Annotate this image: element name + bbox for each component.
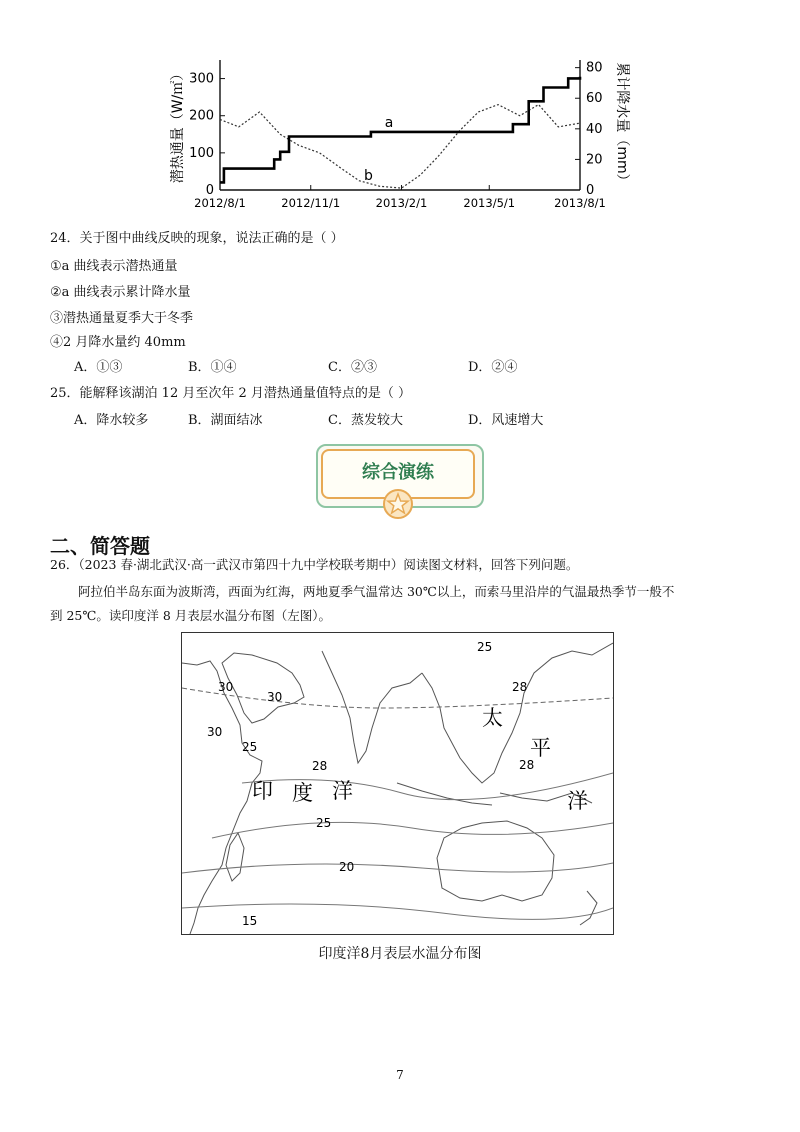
left-tick-label: 300 — [189, 71, 214, 87]
isotherm-30-line — [182, 688, 613, 708]
question-24-option-a: A．①③ — [74, 360, 123, 375]
ocean-label-ping: 平 — [530, 736, 551, 760]
right-tick-label: 80 — [586, 60, 603, 76]
question-25-option-d: D．风速增大 — [468, 413, 544, 428]
right-tick-label: 0 — [586, 183, 595, 198]
question-25-option-b: B．湖面结冰 — [188, 413, 263, 428]
x-tick-label: 2013/5/1 — [463, 196, 516, 210]
question-25-option-a: A．降水较多 — [74, 413, 149, 428]
question-26-material-line2: 到 25℃。读印度洋 8 月表层水温分布图（左图）。 — [50, 608, 332, 623]
right-tick-label: 20 — [586, 152, 603, 168]
isotherm-label: 25 — [477, 640, 493, 654]
ocean-label-yang-pacific: 洋 — [567, 789, 588, 813]
isotherm-25-line — [212, 822, 613, 838]
isotherm-label: 30 — [218, 680, 234, 694]
right-axis-label: 累计降水量（mm） — [614, 62, 630, 188]
question-25-option-c: C．蒸发较大 — [328, 413, 403, 428]
isotherm-label: 30 — [267, 690, 283, 704]
section-title: 二、简答题 — [50, 534, 150, 558]
left-axis-label: 潜热通量（W/㎡） — [170, 66, 186, 184]
ocean-label-tai: 太 — [482, 706, 503, 730]
indian-ocean-sst-map — [181, 632, 614, 935]
practice-banner — [316, 444, 484, 520]
x-tick-label: 2012/11/1 — [281, 196, 341, 210]
question-24-item-3: ③潜热通量夏季大于冬季 — [50, 311, 194, 326]
africa-coast — [182, 661, 262, 934]
question-26-stem: 26．（2023 春·湖北武汉·高一武汉市第四十九中学校联考期中）阅读图文材料，回答下列问题。 — [50, 557, 579, 572]
page-number: 7 — [396, 1068, 404, 1082]
question-24-stem: 24．关于图中曲线反映的现象，说法正确的是（ ） — [50, 231, 344, 246]
isotherm-label: 25 — [242, 740, 258, 754]
isotherm-label: 30 — [207, 725, 223, 739]
series-b-label: b — [364, 168, 373, 185]
ocean-label-yin: 印 — [252, 779, 273, 803]
se-asia-coast — [422, 643, 613, 783]
isotherm-label: 28 — [512, 680, 528, 694]
question-25-stem: 25．能解释该湖泊 12 月至次年 2 月潜热通量值特点的是（ ） — [50, 386, 412, 401]
isotherm-20-line — [182, 863, 613, 873]
question-24-option-c: C．②③ — [328, 360, 377, 375]
map-caption: 印度洋8月表层水温分布图 — [318, 946, 482, 962]
left-tick-label: 200 — [189, 108, 214, 124]
question-24-item-1: ①a 曲线表示潜热通量 — [50, 259, 178, 274]
isotherm-label: 25 — [316, 816, 332, 830]
ocean-label-yang: 洋 — [332, 779, 353, 803]
left-tick-label: 100 — [189, 145, 214, 161]
question-24-item-4: ④2 月降水量约 40mm — [50, 335, 186, 350]
left-tick-label: 0 — [205, 183, 214, 198]
question-26-material-line1: 阿拉伯半岛东面为波斯湾，西面为红海，两地夏季气温常达 30℃以上，而索马里沿岸的气温最热季节一般不 — [78, 584, 675, 599]
series-a-line — [220, 77, 580, 183]
isotherm-label: 15 — [242, 914, 258, 928]
isotherm-label: 20 — [339, 860, 355, 874]
question-24-option-d: D．②④ — [468, 360, 518, 375]
question-24-option-b: B．①④ — [188, 360, 237, 375]
right-tick-label: 40 — [586, 121, 603, 137]
ocean-label-du: 度 — [292, 781, 313, 805]
series-b-line — [220, 105, 580, 189]
isotherm-label: 28 — [519, 758, 535, 772]
right-tick-label: 60 — [586, 91, 603, 107]
question-24-item-2: ②a 曲线表示累计降水量 — [50, 285, 191, 300]
heat-flux-chart — [150, 50, 640, 220]
star-badge-icon — [382, 488, 414, 520]
x-tick-label: 2012/8/1 — [194, 196, 246, 210]
x-tick-label: 2013/2/1 — [375, 196, 428, 210]
x-tick-label: 2013/8/1 — [554, 196, 606, 210]
new-zealand — [580, 891, 597, 925]
series-a-label: a — [384, 114, 394, 131]
banner-label: 综合演练 — [362, 462, 434, 483]
isotherm-label: 28 — [312, 759, 328, 773]
map-drawing — [182, 633, 613, 934]
